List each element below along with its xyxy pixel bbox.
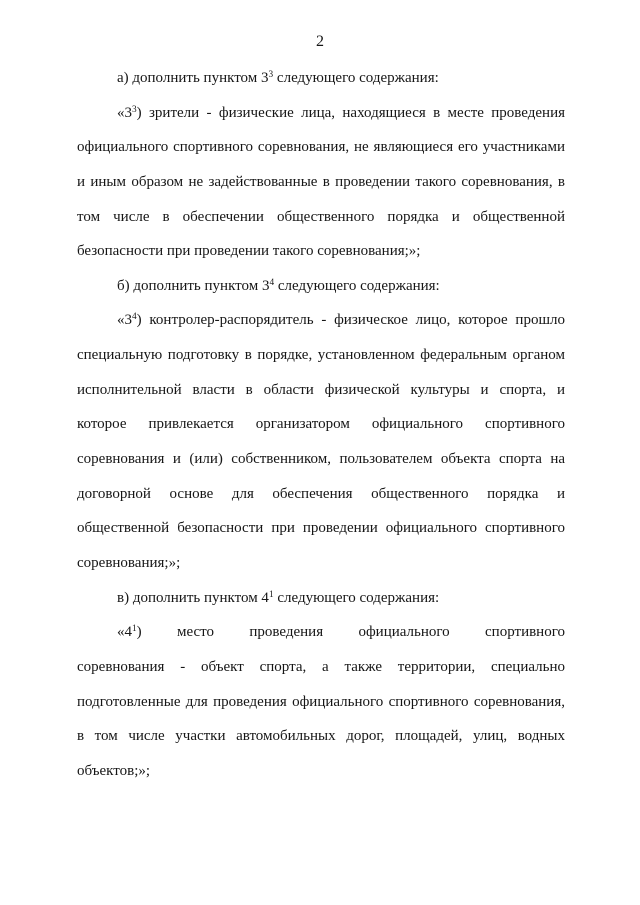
superscript: 4 [132, 312, 137, 323]
superscript: 1 [268, 589, 274, 600]
text-line: специальную подготовку в порядке, установленном федеральным органом [77, 347, 565, 364]
text-line: соревнования - объект спорта, а также территории, специально [77, 658, 565, 675]
text-line: договорной основе для обеспечения общественного порядка и [77, 485, 565, 502]
document-body [77, 61, 565, 788]
text-line: общественной безопасности при проведении официального спортивного [77, 520, 565, 537]
line-text: следующего содержания: [273, 70, 439, 86]
text-line [77, 303, 565, 338]
line-text: в) дополнить пунктом 4 [117, 589, 269, 606]
text-line [77, 61, 565, 96]
page-number: 2 [316, 33, 324, 50]
text-line [77, 96, 565, 131]
line-text: следующего содержания: [273, 589, 440, 606]
line-text: ) место проведения официального спортивного [136, 624, 565, 641]
text-line [77, 269, 565, 304]
text-line [77, 581, 565, 616]
line-text: б) дополнить пунктом 3 [117, 277, 270, 294]
text-line: подготовленные для проведения официального спортивного соревнования, [77, 693, 565, 710]
line-text: «4 [117, 624, 132, 641]
superscript: 1 [132, 624, 137, 635]
superscript: 4 [269, 277, 275, 288]
superscript: 3 [132, 104, 137, 115]
text-line: соревнования и (или) собственником, пользователем объекта спорта на [77, 451, 565, 468]
text-line: том числе в обеспечении общественного порядка и общественной [77, 208, 565, 225]
text-line: соревнования;»; [77, 554, 181, 571]
line-text: а) дополнить пунктом 3 [117, 70, 269, 86]
text-line: исполнительной власти в области физической культуры и спорта, и [77, 381, 565, 398]
text-line: безопасности при проведении такого соревнования;»; [77, 243, 421, 260]
definition-4-1 [77, 615, 565, 788]
text-line [77, 615, 565, 650]
intro-item-a [77, 61, 565, 96]
text-line: официального спортивного соревнования, не являющиеся его участниками [77, 139, 565, 156]
definition-3-4 [77, 303, 565, 580]
text-line: которое привлекается организатором официального спортивного [77, 416, 565, 433]
text-line: объектов;»; [77, 762, 151, 779]
text-line: в том числе участки автомобильных дорог, площадей, улиц, водных [77, 728, 565, 745]
line-text: ) контролер-распорядитель - физическое лицо, которое прошло [136, 312, 565, 329]
line-text: «3 [117, 104, 132, 121]
line-text: «3 [117, 312, 132, 329]
text-line: и иным образом не задействованные в проведении такого соревнования, в [77, 173, 565, 190]
intro-item-c [77, 581, 565, 616]
superscript: 3 [268, 69, 274, 80]
definition-3-3 [77, 96, 565, 269]
line-text: ) зрители - физические лица, находящиеся в месте проведения [136, 104, 565, 121]
line-text: следующего содержания: [274, 277, 440, 294]
intro-item-b [77, 269, 565, 304]
